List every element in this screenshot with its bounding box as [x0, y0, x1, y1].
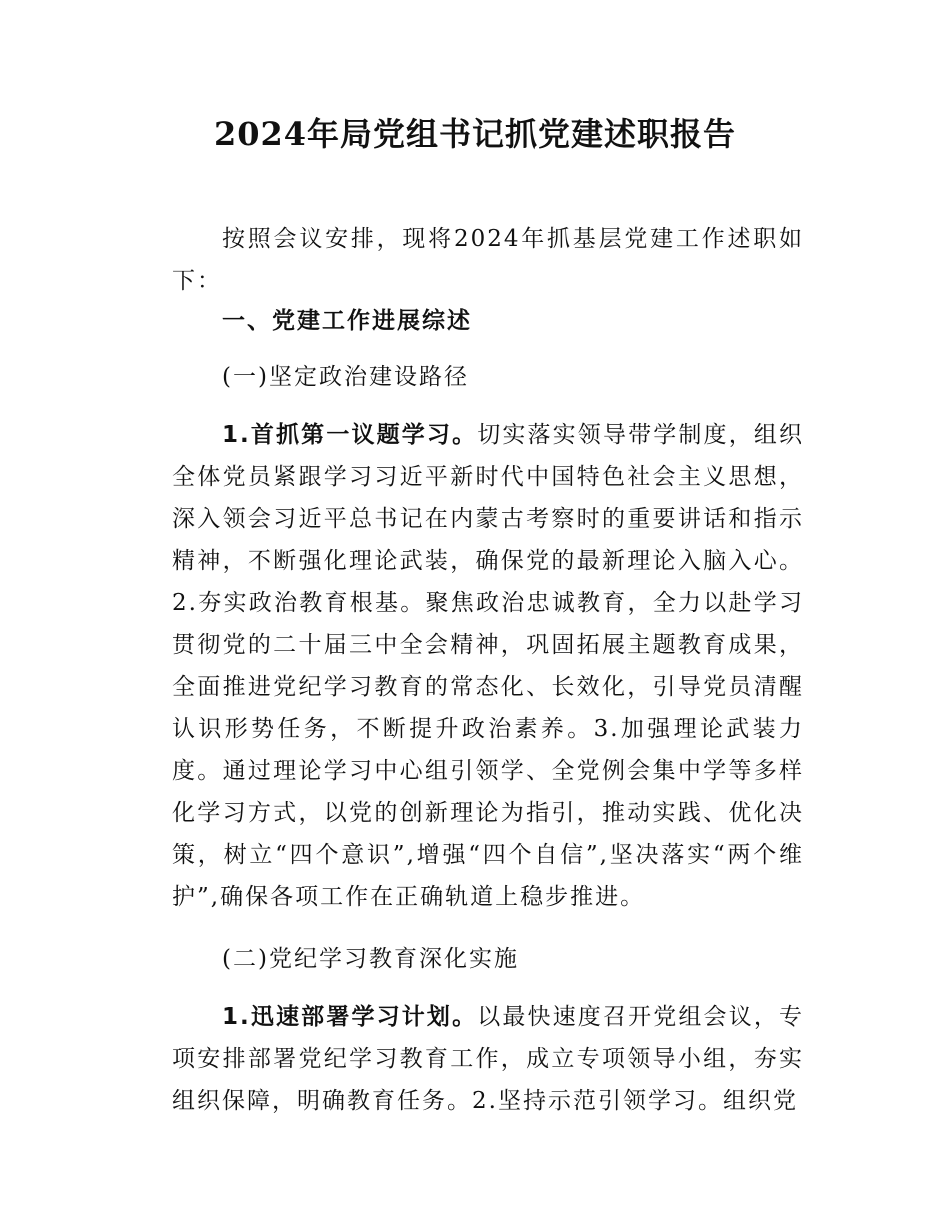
section-heading-1: 一、党建工作进展综述 — [222, 308, 472, 334]
paragraph-1 — [172, 414, 804, 918]
paragraph-2 — [172, 996, 804, 1122]
paragraph-2-text: 以最快速度召开党组会议，专项安排部署党纪学习教育工作，成立专项领导小组，夯实组织保障，明确教育任务。2.坚持示范引领学习。组织党 — [172, 1004, 804, 1114]
paragraph-2-lead: 1.迅速部署学习计划。 — [222, 1004, 478, 1030]
subsection-heading-2: (二)党纪学习教育深化实施 — [222, 946, 519, 972]
paragraph-1-text: 切实落实领导带学制度，组织全体党员紧跟学习习近平新时代中国特色社会主义思想，深入领会习近平总书记在内蒙古考察时的重要讲话和指示精神，不断强化理论武装，确保党的最新理论入脑入心。2.夯实政治教育根基。聚焦政治忠诚教育，全力以赴学习贯彻党的二十届三中全会精神，巩固拓展主题教育成果，全面推进党纪学习教育的常态化、长效化，引导党员清醒认识形势任务，不断提升政治素养。3.加强理论武装力度。通过理论学习中心组引领学、全党例会集中学等多样化学习方式，以党的创新理论为指引，推动实践、优化决策，树立“四个意识”,增强“四个自信”,坚决落实“两个维护”,确保各项工作在正确轨道上稳步推进。 — [172, 422, 804, 910]
document-title: 2024年局党组书记抓党建述职报告 — [213, 115, 737, 153]
intro-paragraph: 按照会议安排，现将2024年抓基层党建工作述职如下： — [172, 226, 804, 294]
subsection-heading-1: (一)坚定政治建设路径 — [222, 364, 469, 390]
paragraph-1-lead: 1.首抓第一议题学习。 — [222, 422, 478, 448]
